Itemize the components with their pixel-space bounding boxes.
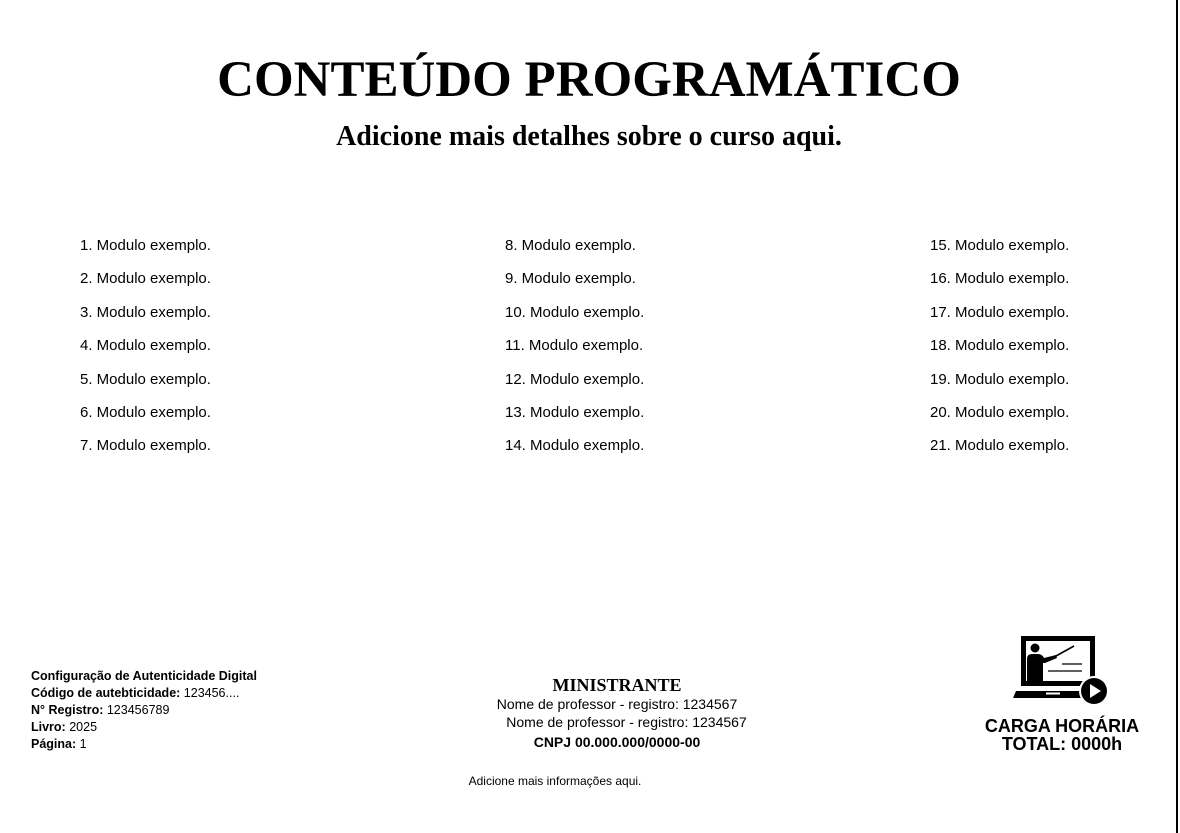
module-item: 15. Modulo exemplo. — [930, 237, 1070, 254]
module-item: 14. Modulo exemplo. — [505, 437, 645, 455]
module-item: 18. Modulo exemplo. — [930, 337, 1070, 355]
online-teaching-icon — [1010, 634, 1114, 706]
module-item: 19. Modulo exemplo. — [930, 370, 1070, 388]
professor-line: Nome de professor - registro: 1234567 — [496, 696, 738, 712]
workload-total — [962, 717, 1162, 753]
module-item: 16. Modulo exemplo. — [930, 270, 1070, 288]
module-column-1 — [80, 236, 211, 470]
authenticity-pagina: Página: 1 — [31, 737, 87, 751]
module-item: 21. Modulo exemplo. — [930, 437, 1070, 455]
authenticity-registro: N° Registro: 123456789 — [31, 703, 170, 717]
authenticity-livro: Livro: 2025 — [31, 720, 98, 734]
cnpj: CNPJ 00.000.000/0000-00 — [533, 734, 701, 750]
module-item: 7. Modulo exemplo. — [80, 437, 211, 455]
module-item: 6. Modulo exemplo. — [80, 403, 211, 421]
module-item: 10. Modulo exemplo. — [505, 303, 645, 321]
authenticity-heading: Configuração de Autenticidade Digital — [31, 669, 257, 683]
module-item: 5. Modulo exemplo. — [80, 370, 211, 388]
module-item: 17. Modulo exemplo. — [930, 303, 1070, 321]
module-item: 4. Modulo exemplo. — [80, 337, 211, 355]
module-column-2 — [505, 236, 644, 470]
module-item: 3. Modulo exemplo. — [80, 303, 211, 321]
module-item: 1. Modulo exemplo. — [80, 237, 211, 254]
module-item: 2. Modulo exemplo. — [80, 270, 211, 288]
ministrante-title: MINISTRANTE — [552, 675, 682, 695]
page-title: CONTEÚDO PROGRAMÁTICO — [217, 52, 961, 108]
module-item: 8. Modulo exemplo. — [505, 237, 636, 254]
authenticity-code: Código de autebticidade: 123456.... — [31, 686, 240, 700]
ministrante-block — [437, 675, 797, 753]
workload-value: TOTAL: 0000h — [1001, 734, 1123, 754]
professor-line: Nome de professor - registro: 1234567 — [506, 714, 747, 730]
module-item: 13. Modulo exemplo. — [505, 403, 645, 421]
workload-label: CARGA HORÁRIA — [984, 716, 1140, 736]
footer-info: Adicione mais informações aqui. — [468, 774, 642, 788]
module-column-3 — [930, 236, 1069, 470]
module-item: 12. Modulo exemplo. — [505, 370, 645, 388]
page-subtitle: Adicione mais detalhes sobre o curso aqui. — [336, 121, 842, 152]
module-item: 11. Modulo exemplo. — [505, 337, 644, 355]
module-item: 20. Modulo exemplo. — [930, 403, 1070, 421]
module-item: 9. Modulo exemplo. — [505, 270, 636, 288]
authenticity-block — [31, 668, 257, 753]
